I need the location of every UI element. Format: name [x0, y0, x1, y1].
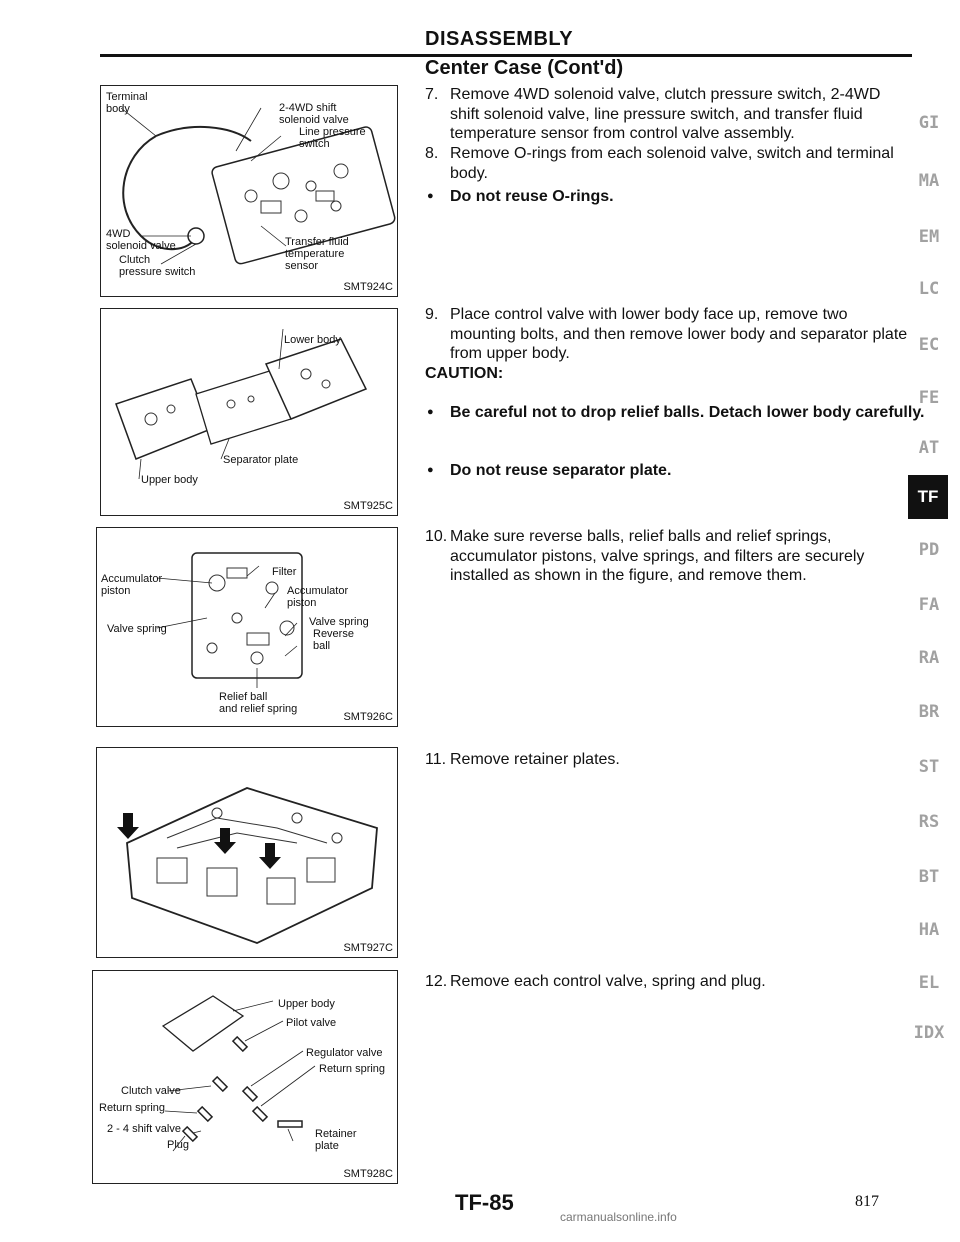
- label-plug: Plug: [167, 1139, 190, 1151]
- subsection-title: Center Case (Cont'd): [425, 57, 624, 79]
- label-return-spring-left: Return spring: [99, 1102, 166, 1114]
- tab-ma[interactable]: MA: [918, 171, 940, 191]
- tab-rs[interactable]: RS: [918, 812, 940, 832]
- label-lower-body: Lower body: [284, 334, 341, 346]
- label-2-4wd-solenoid: 2-4WD shift solenoid valve: [279, 102, 349, 126]
- label-upper-body: Upper body: [141, 474, 198, 486]
- label-terminal-body: Terminal body: [106, 91, 148, 115]
- label-relief-ball: Relief ball and relief spring: [219, 691, 298, 715]
- step-12: 12. Remove each control valve, spring and plug.: [425, 973, 766, 990]
- figure-code: SMT924C: [343, 281, 393, 293]
- label-valve-spring-left: Valve spring: [107, 623, 167, 635]
- figure-code: SMT926C: [343, 711, 393, 723]
- tab-tf-active[interactable]: TF: [908, 475, 948, 519]
- label-return-spring-right: Return spring: [319, 1063, 386, 1075]
- watermark: carmanualsonline.info: [560, 1210, 677, 1224]
- page-number: 817: [855, 1193, 879, 1210]
- tab-pd[interactable]: PD: [918, 540, 940, 560]
- label-2-4-shift-valve: 2 - 4 shift valve: [107, 1123, 181, 1135]
- figure-code: SMT928C: [343, 1168, 393, 1180]
- label-transfer-fluid-sensor: Transfer fluid temperature sensor: [285, 236, 349, 272]
- label-valve-spring-right: Valve spring: [309, 616, 369, 628]
- label-line-pressure-switch: Line pressure switch: [299, 126, 366, 150]
- label-reverse-ball: Reverse ball: [313, 628, 354, 652]
- step-11: 11. Remove retainer plates.: [425, 751, 620, 768]
- figure-smt924c: [100, 85, 398, 297]
- control-valves-exploded-illustration: [93, 971, 399, 1185]
- note-do-not-reuse-o-rings: ● Do not reuse O-rings.: [425, 187, 935, 207]
- section-title: DISASSEMBLY: [425, 28, 574, 50]
- tab-el[interactable]: EL: [918, 973, 940, 993]
- label-clutch-pressure-switch: Clutch pressure switch: [119, 254, 196, 278]
- label-clutch-valve: Clutch valve: [121, 1085, 181, 1097]
- step-8: 8. Remove O-rings from each solenoid valve, switch and terminal body.: [425, 145, 894, 182]
- tab-ha[interactable]: HA: [918, 920, 940, 940]
- tab-fa[interactable]: FA: [918, 595, 940, 615]
- label-pilot-valve: Pilot valve: [286, 1017, 337, 1029]
- retainer-plates-illustration: [97, 748, 399, 959]
- label-filter: Filter: [272, 566, 297, 578]
- caution-heading: CAUTION:: [425, 365, 504, 382]
- figure-smt925c: [100, 308, 398, 516]
- caution-relief-balls: ● Be careful not to drop relief balls. Detach lower body carefully.: [425, 403, 935, 423]
- step-10: 10. Make sure reverse balls, relief balls and relief springs, accumulator pistons, valve springs, and filters are securely installed as shown in the figure, and remove them.: [425, 528, 865, 584]
- tab-ec[interactable]: EC: [918, 335, 940, 355]
- step-9: 9. Place control valve with lower body face up, remove two mounting bolts, and then remove lower body and separator plate from upper body.: [425, 306, 908, 362]
- tab-ra[interactable]: RA: [918, 648, 940, 668]
- label-retainer-plate: Retainer plate: [315, 1128, 357, 1152]
- figure-code: SMT927C: [343, 942, 393, 954]
- figure-smt928c: [92, 970, 398, 1184]
- label-regulator-valve: Regulator valve: [306, 1047, 383, 1059]
- caution-separator-plate: ● Do not reuse separator plate.: [425, 461, 935, 481]
- tab-fe[interactable]: FE: [918, 388, 940, 408]
- tab-at[interactable]: AT: [918, 438, 940, 458]
- tab-bt[interactable]: BT: [918, 867, 940, 887]
- tab-em[interactable]: EM: [918, 227, 940, 247]
- tab-st[interactable]: ST: [918, 757, 940, 777]
- tab-lc[interactable]: LC: [918, 279, 940, 299]
- tab-idx[interactable]: IDX: [913, 1023, 945, 1043]
- step-7: 7. Remove 4WD solenoid valve, clutch pressure switch, 2-4WD shift solenoid valve, line pressure switch, and transfer fluid temperature sensor from control valve assembly.: [425, 86, 881, 142]
- figure-smt927c: [96, 747, 398, 958]
- label-accumulator-piston-left: Accumulator piston: [101, 573, 163, 597]
- label-4wd-solenoid: 4WD solenoid valve: [106, 228, 176, 252]
- figure-smt926c: [96, 527, 398, 727]
- label-accumulator-piston-right: Accumulator piston: [287, 585, 349, 609]
- page-code: TF-85: [455, 1190, 514, 1215]
- label-upper-body: Upper body: [278, 998, 335, 1010]
- figure-code: SMT925C: [343, 500, 393, 512]
- tab-gi[interactable]: GI: [918, 113, 940, 133]
- label-separator-plate: Separator plate: [223, 454, 299, 466]
- tab-br[interactable]: BR: [918, 702, 940, 722]
